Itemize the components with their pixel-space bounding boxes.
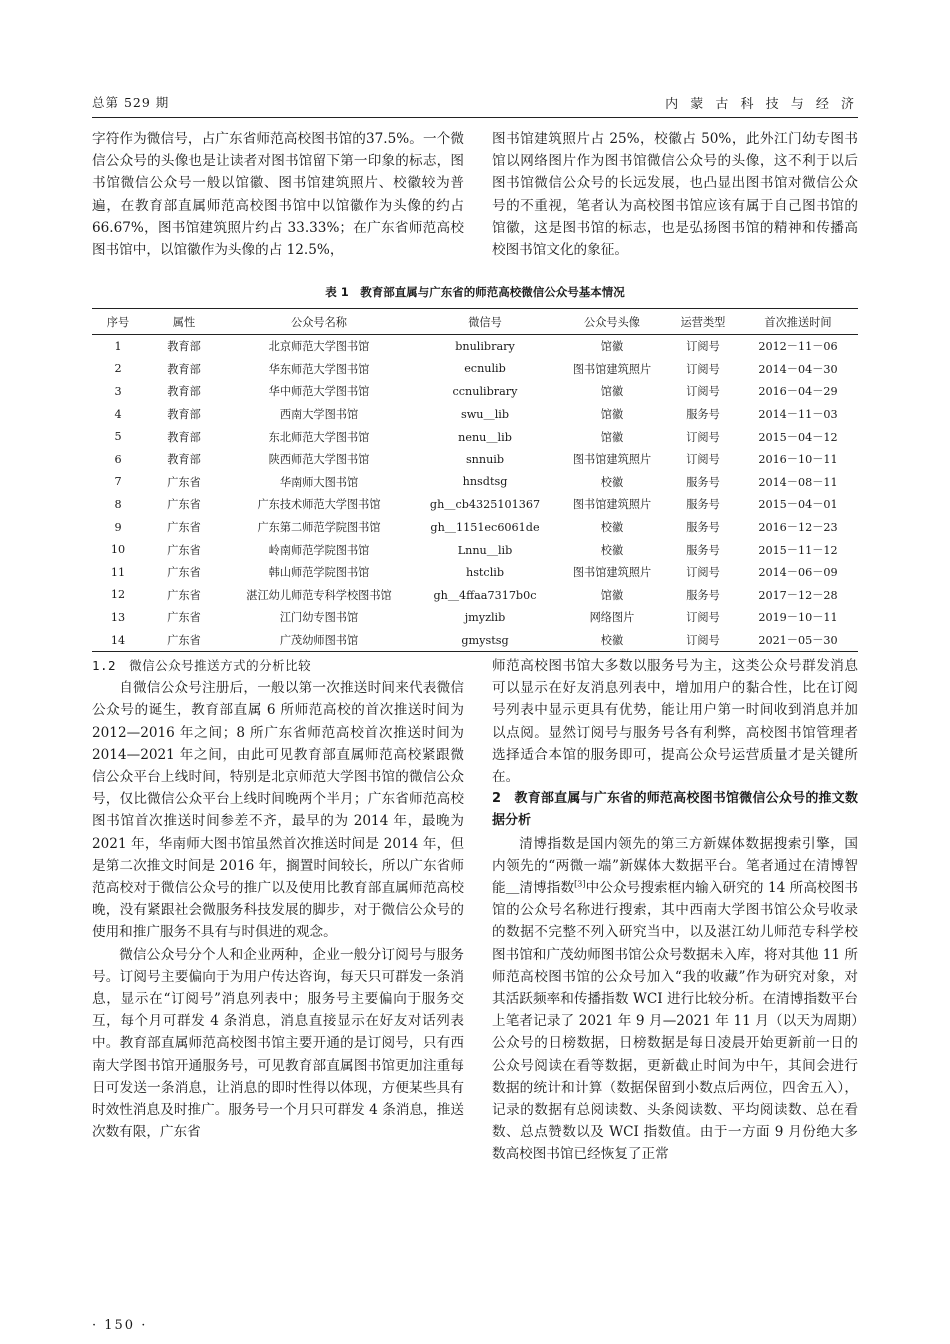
table-cell: 广东省 xyxy=(167,521,201,535)
table-cell: jmyzlib xyxy=(464,610,506,624)
table-cell: 2015－04－12 xyxy=(758,430,838,444)
table-cell: 2 xyxy=(114,362,122,376)
table-row xyxy=(92,448,858,471)
table-cell: 13 xyxy=(110,610,126,624)
table-cell: 11 xyxy=(110,565,126,579)
table-cell: 教育部 xyxy=(167,340,201,354)
table-cell: 陕西师范大学图书馆 xyxy=(268,453,370,467)
table-row xyxy=(92,403,858,426)
table-cell: 订阅号 xyxy=(686,566,720,580)
column-header: 公众号头像 xyxy=(556,309,668,335)
table-cell: 华南师大图书馆 xyxy=(279,475,359,489)
table-cell: 馆徽 xyxy=(600,588,624,602)
table-cell: 9 xyxy=(114,520,122,534)
table-cell: 2014－08－11 xyxy=(758,475,838,489)
table-cell: 服务号 xyxy=(686,408,720,422)
table-row xyxy=(92,561,858,584)
upper-left-column xyxy=(92,128,464,261)
paragraph xyxy=(492,833,858,1166)
table-cell: 湛江幼儿师范专科学校图书馆 xyxy=(246,588,392,602)
table-cell: 14 xyxy=(92,629,144,652)
table-cell: 服务号 xyxy=(686,588,720,602)
table-row xyxy=(92,380,858,403)
table-cell: 网络图片 xyxy=(589,611,635,625)
table-cell: 教育部 xyxy=(167,408,201,422)
table-cell: 教育部 xyxy=(167,430,201,444)
table-cell: 订阅号 xyxy=(668,629,738,652)
table-cell: 服务号 xyxy=(686,475,720,489)
lower-right-column xyxy=(492,655,858,1166)
table-cell: 2019－10－11 xyxy=(758,611,838,625)
table-cell: gh＿cb4325101367 xyxy=(429,498,541,512)
table-cell: 3 xyxy=(114,384,122,398)
table-cell: nenu＿lib xyxy=(458,430,512,444)
table-cell: 图书馆建筑照片 xyxy=(572,453,652,467)
table-row xyxy=(92,538,858,561)
lower-left-column xyxy=(92,655,464,1143)
table-cell: 广东省 xyxy=(167,475,201,489)
table-cell: 华东师范大学图书馆 xyxy=(268,362,370,376)
table-cell: 2014－04－30 xyxy=(758,362,838,376)
table-cell: 2016－12－23 xyxy=(758,521,838,535)
table-cell: 校徽 xyxy=(600,475,624,489)
table-row xyxy=(92,516,858,539)
table-cell: 2015－11－12 xyxy=(758,543,838,557)
table-cell: 东北师范大学图书馆 xyxy=(268,430,370,444)
paragraph: 自微信公众号注册后，一般以第一次推送时间来代表微信公众号的诞生，教育部直属 6 所师范高校的首次推送时间为 2012—2016 年之间；8 所广东省师范高校首次推送时间为 2014—2021 年之间，由此可见教育部直属师范高校紧跟微信公众平台上线时间，特别是北京师范大学图书馆的微信公众号，仅比微信公众平台上线时间晚两个半月；广东省师范高校图书馆首次推送时间参差不齐，最早的为 2014 年，最晚为 2021 年，华南师大图书馆虽然首次推送时间是 2014 年，但是第二次推文时间是 2016 年，搁置时间较长，所以广东省师范高校对于微信公众号的推广以及使用比教育部直属师范高校晚，没有紧跟社会微服务科技发展的脚步，对于微信公众号的使用和推广服务不具有与时俱进的观念。 xyxy=(92,680,464,941)
table-cell: 订阅号 xyxy=(686,340,720,354)
table-cell: 馆徽 xyxy=(600,340,624,354)
table-cell: 广东省 xyxy=(167,588,201,602)
table-cell: 服务号 xyxy=(686,498,720,512)
table-row xyxy=(92,335,858,358)
table-cell: 馆徽 xyxy=(600,385,624,399)
table-cell: 7 xyxy=(114,475,122,489)
table-cell: 订阅号 xyxy=(686,430,720,444)
column-header: 运营类型 xyxy=(668,309,738,335)
table-cell: 图书馆建筑照片 xyxy=(572,566,652,580)
table-cell: 广东省 xyxy=(167,611,201,625)
table-cell: 教育部 xyxy=(167,453,201,467)
table-row xyxy=(92,425,858,448)
table-cell: 2015－04－01 xyxy=(758,498,838,512)
table-cell: 广东第二师范学院图书馆 xyxy=(257,521,381,535)
reference-marker: [3] xyxy=(574,879,586,889)
table-cell: 校徽 xyxy=(600,521,624,535)
table-cell: 2016－04－29 xyxy=(758,385,838,399)
table-cell: 2021－05－30 xyxy=(738,629,858,652)
table-cell: 2017－12－28 xyxy=(758,588,838,602)
table-cell: 订阅号 xyxy=(686,385,720,399)
table-cell: gmystsg xyxy=(414,629,556,652)
table-cell: hstclib xyxy=(465,565,505,579)
table-cell: 校徽 xyxy=(600,543,624,557)
table-cell: 2016－10－11 xyxy=(758,453,838,467)
table-cell: swu＿lib xyxy=(460,408,510,422)
table-cell: 订阅号 xyxy=(686,453,720,467)
table-cell: 馆徽 xyxy=(600,430,624,444)
table-row xyxy=(92,629,858,652)
table-row xyxy=(92,358,858,381)
table-cell: 北京师范大学图书馆 xyxy=(268,340,370,354)
paragraph: 字符作为微信号，占广东省师范高校图书馆的37.5%。一个微信公众号的头像也是让读者对图书馆留下第一印象的标志，图书馆微信公众号一般以馆徽、图书馆建筑照片、校徽较为普遍，在教育部直属师范高校图书馆中以馆徽作为头像的约占66.67%，图书馆建筑照片约占 33.33%；在广东省师范高校图书馆中，以馆徽作为头像的占 12.5%， xyxy=(92,131,464,259)
table-cell: 华中师范大学图书馆 xyxy=(268,385,370,399)
table-cell: 校徽 xyxy=(556,629,668,652)
table-cell: 4 xyxy=(114,407,122,421)
table-cell: snnuib xyxy=(465,452,505,466)
table-cell: gh＿4ffaa7317b0c xyxy=(433,588,537,602)
table-cell: 10 xyxy=(110,543,126,557)
table-cell: 服务号 xyxy=(686,543,720,557)
table-cell: 馆徽 xyxy=(600,408,624,422)
table-cell: 1 xyxy=(114,339,122,353)
column-header: 序号 xyxy=(92,309,144,335)
table-cell: 岭南师范学院图书馆 xyxy=(268,543,370,557)
journal-title: 内 蒙 古 科 技 与 经 济 xyxy=(665,97,858,112)
table-cell: bnulibrary xyxy=(455,339,515,353)
table-cell: 6 xyxy=(114,452,122,466)
table-cell: 2012－11－06 xyxy=(758,340,838,354)
data-table xyxy=(92,308,858,652)
table-row xyxy=(92,493,858,516)
table-cell: 8 xyxy=(114,497,122,511)
table-cell: 广东省 xyxy=(167,543,201,557)
table-cell: 5 xyxy=(114,430,122,444)
page-number: · 150 · xyxy=(92,1318,148,1333)
table-cell: 2014－11－03 xyxy=(758,408,838,422)
table-cell: 12 xyxy=(110,588,126,602)
table-row xyxy=(92,606,858,629)
table-cell: 江门幼专图书馆 xyxy=(279,611,359,625)
table-caption: 表 1 教育部直属与广东省的师范高校微信公众号基本情况 xyxy=(325,285,625,299)
table-cell: 广茂幼师图书馆 xyxy=(224,629,414,652)
table-cell: 教育部 xyxy=(167,385,201,399)
section-heading: 1.2 微信公众号推送方式的分析比较 xyxy=(92,658,312,673)
table-cell: 西南大学图书馆 xyxy=(279,408,359,422)
table-cell: 教育部 xyxy=(167,362,201,376)
column-header: 首次推送时间 xyxy=(738,309,858,335)
table-cell: 广东技术师范大学图书馆 xyxy=(257,498,381,512)
paragraph: 图书馆建筑照片占 25%，校徽占 50%，此外江门幼专图书馆以网络图片作为图书馆微信公众号的头像，这不利于以后图书馆微信公众号的长远发展，也凸显出图书馆对微信公众号的不重视，笔者认为高校图书馆应该有属于自己图书馆的馆徽，这是图书馆的标志，也是弘扬图书馆的精神和传播高校图书馆文化的象征。 xyxy=(492,131,858,259)
section-heading: 2 教育部直属与广东省的师范高校图书馆微信公众号的推文数据分析 xyxy=(492,791,858,829)
table-cell: 广东省 xyxy=(167,566,201,580)
column-header: 属性 xyxy=(144,309,224,335)
table-cell: 图书馆建筑照片 xyxy=(572,498,652,512)
paragraph-text: 中公众号搜索框内输入研究的 14 所高校图书馆的公众号名称进行搜索，其中西南大学图书馆公众号收录的数据不完整不列入研究当中，以及湛江幼儿师范专科学校图书馆和广茂幼师图书馆公众号数据未入库，将对其他 11 所师范高校图书馆的公众号加入“我的收藏”作为研究对象，对其活跃频率和传播指数 WCI 进行比较分析。在清博指数平台上笔者记录了 2021 年 9 月—2021 年 11 月（以天为周期）公众号的日榜数据，日榜数据是每日凌晨开始更新前一日的公众号阅读在看等数据，更新截止时间为中午，其间会进行数据的统计和计算（数据保留到小数点后两位，四舍五入），记录的数据有总阅读数、头条阅读数、平均阅读数、总在看数、总点赞数以及 WCI 指数值。由于一方面 9 月份绝大多数高校图书馆已经恢复了正常 xyxy=(492,880,858,1163)
table-cell: 2014－06－09 xyxy=(758,566,838,580)
paragraph: 微信公众号分个人和企业两种，企业一般分订阅号与服务号。订阅号主要偏向于为用户传达咨询，每天只可群发一条消息，显示在“订阅号”消息列表中；服务号主要偏向于服务交互，每个月可群发 4 条消息，消息直接显示在好友对话列表中。教育部直属师范高校图书馆主要开通的是订阅号，只有西南大学图书馆开通服务号，可见教育部直属图书馆更加注重每日可发送一条消息，让消息的即时性得以体现，方便某些具有时效性消息及时推广。服务号一个月只可群发 4 条消息，推送次数有限，广东省 xyxy=(92,946,464,1141)
paragraph: 师范高校图书馆大多数以服务号为主，这类公众号群发消息可以显示在好友消息列表中，增加用户的黏合性，比在订阅号列表中显示更具有优势，能让用户第一时间收到消息并加以点阅。显然订阅号与服务号各有利弊，高校图书馆管理者选择适合本馆的服务即可，提高公众号运营质量才是关键所在。 xyxy=(492,658,858,786)
table-cell: 图书馆建筑照片 xyxy=(572,362,652,376)
table-cell: 订阅号 xyxy=(686,362,720,376)
table-cell: 订阅号 xyxy=(686,611,720,625)
table-cell: 广东省 xyxy=(144,629,224,652)
table-cell: 韩山师范学院图书馆 xyxy=(268,566,370,580)
table-cell: hnsdtsg xyxy=(462,475,508,489)
upper-right-column xyxy=(492,128,858,261)
column-header: 微信号 xyxy=(414,309,556,335)
table-row xyxy=(92,471,858,494)
table-header-row xyxy=(92,309,858,335)
table-cell: 服务号 xyxy=(686,521,720,535)
table-cell: Lnnu＿lib xyxy=(457,543,513,557)
table-cell: gh＿1151ec6061de xyxy=(430,521,540,535)
paragraph-text: 清博指数是国内领先的第三方新媒体数据搜索引擎，国内领先的“两微一端”新媒体大数据平台。笔者通过在清博智能＿清博指数 xyxy=(492,835,858,897)
table-cell: ecnulib xyxy=(464,362,506,376)
table-cell: 广东省 xyxy=(167,498,201,512)
column-header: 公众号名称 xyxy=(224,309,414,335)
header-rule xyxy=(92,117,858,118)
issue-number: 总第 529 期 xyxy=(92,95,170,110)
table-row xyxy=(92,584,858,607)
table-cell: ccnulibrary xyxy=(452,384,518,398)
